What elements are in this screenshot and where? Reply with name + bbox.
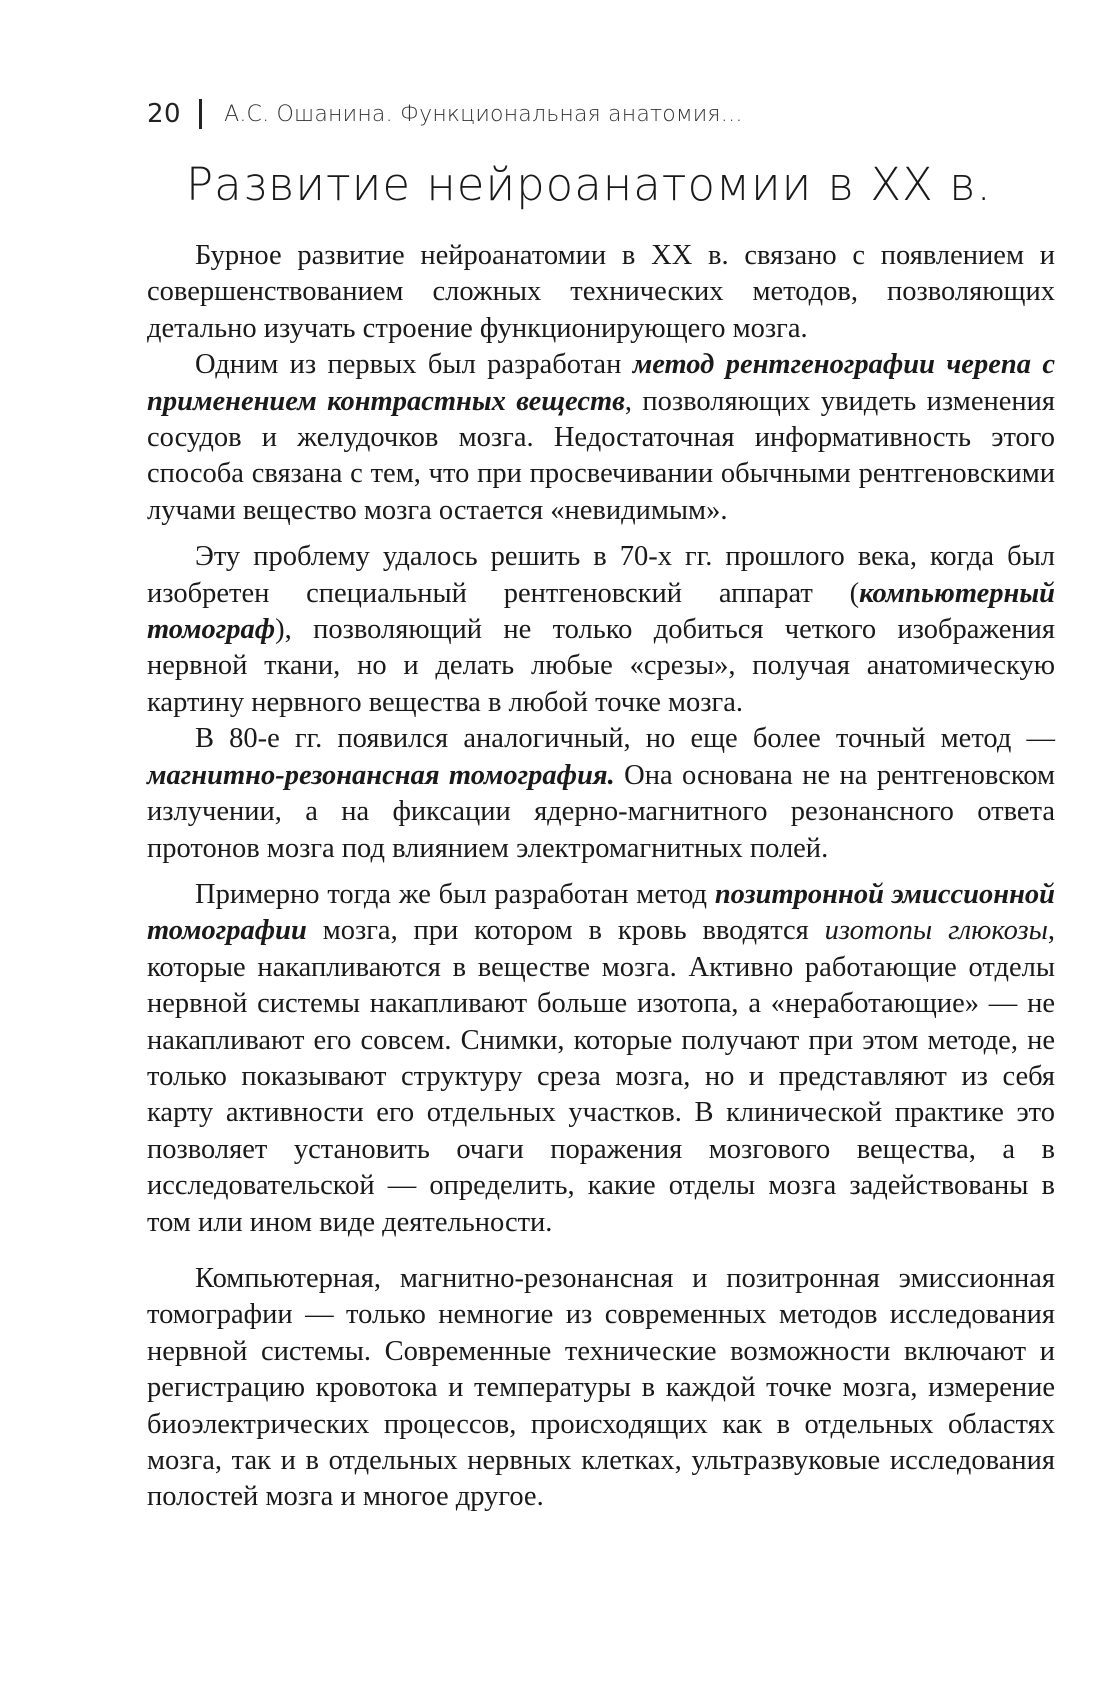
emphasized-term: магнитно-резонансная томография. xyxy=(147,759,615,791)
emphasized-term: метод рентгенографии черепа с применением контрастных веществ xyxy=(147,349,1055,417)
paragraph-text: В 80-е гг. появился аналогичный, но еще более точный метод — xyxy=(195,723,1055,755)
paragraph-3 xyxy=(147,539,1055,721)
body-text xyxy=(147,238,1055,1516)
paragraph-2 xyxy=(147,347,1055,529)
paragraph-text: , которые накапливаются в веществе мозга. Активно работающие отделы нервной системы накапливают больше изотопа, а «неработающие» — не накапливают его совсем. Снимки, которые получают при этом методе, не только показывают структуру среза мозга, но и представляют из себя карту активности его отдельных участков. В клинической практике это позволяет установить очаги поражения мозгового вещества, а в исследовательской — определить, какие отделы мозга задействованы в том или ином виде деятельности. xyxy=(147,915,1055,1238)
emphasized-term: позитронной эмиссионной томографии xyxy=(147,878,1055,947)
paragraph-text: Она основана не на рентгеновском излучении, а на фиксации ядерно-магнитного резонансного ответа протонов мозга под влиянием электромагнитных полей. xyxy=(147,759,1056,864)
page-number: 20 xyxy=(147,99,182,129)
paragraph-text: мозга, при котором в кровь вводятся xyxy=(306,915,825,947)
paragraph-1 xyxy=(147,238,1055,347)
paragraph-4 xyxy=(147,721,1055,867)
emphasized-term: компьютерный томограф xyxy=(147,577,1055,646)
paragraph-text: Компьютерная, магнитно-резонансная и позитронная эмиссионная томографии — только немногие из современных методов исследования нервной системы. Современные технические возможности включают и регистрацию кровотока и температуры в каждой точке мозга, измерение биоэлектрических процессов, происходящих как в отдельных областях мозга, так и в отдельных нервных клетках, ультразвуковые исследования полостей мозга и многое другое. xyxy=(147,1262,1055,1513)
section-title: Развитие нейроанатомии в XX в. xyxy=(186,158,992,211)
paragraph-5 xyxy=(147,877,1055,1241)
paragraph-text: Одним из первых был разработан xyxy=(195,349,633,381)
header-divider xyxy=(199,99,202,129)
italic-term: изотопы глюкозы xyxy=(824,915,1048,947)
paragraph-text: , позволяющих увидеть изменения сосудов и желудочков мозга. Недостаточная информативность этого способа связана с тем, что при просвечивании обычными рентгеновскими лучами вещество мозга остается «невидимым». xyxy=(147,385,1055,526)
paragraph-text: Эту проблему удалось решить в 70-х гг. прошлого века, когда был изобретен специальный рентгеновский аппарат ( xyxy=(147,541,1055,609)
paragraph-text: ), позволяющий не только добиться четкого изображения нервной ткани, но и делать любые «срезы», получая анатомическую картину нервного вещества в любой точке мозга. xyxy=(147,614,1055,718)
paragraph-text: Примерно тогда же был разработан метод xyxy=(195,878,715,910)
paragraph-6 xyxy=(147,1261,1055,1516)
running-head xyxy=(147,96,743,132)
running-title: А.С. Ошанина. Функциональная анатомия… xyxy=(224,101,743,127)
paragraph-text: Бурное развитие нейроанатомии в XX в. связано с появлением и совершенствованием сложных технических методов, позволяющих детально изучать строение функционирующего мозга. xyxy=(147,240,1055,344)
